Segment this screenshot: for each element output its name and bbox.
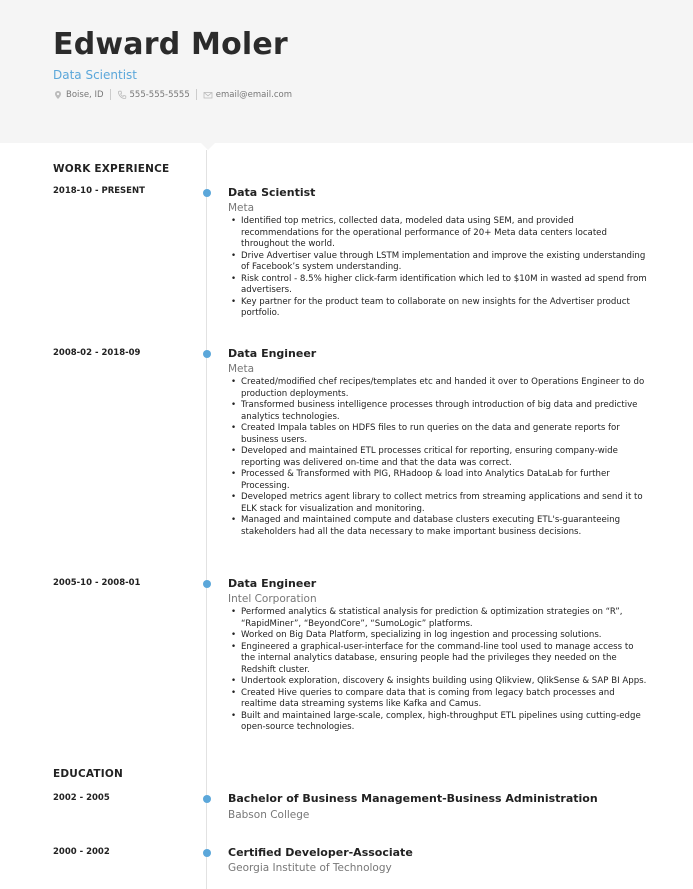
job-bullets xyxy=(228,216,648,320)
job-entry xyxy=(228,577,648,734)
timeline-dot xyxy=(203,189,211,197)
bullet-item: • Created Hive queries to compare data that is coming from legacy batch processes and realtime data streaming systems like Kafka and Camus. xyxy=(228,688,648,711)
school-name: Georgia Institute of Technology xyxy=(228,862,392,874)
header-notch xyxy=(200,142,216,150)
timeline-dot xyxy=(203,795,211,803)
timeline-dot xyxy=(203,580,211,588)
bullet-item: • Developed and maintained ETL processes critical for reporting, ensuring company-wide reporting was delivered on-time and that the data was correct. xyxy=(228,446,648,469)
bullet-item: • Transformed business intelligence processes through introduction of big data and predictive analytics technologies. xyxy=(228,400,648,423)
job-entry xyxy=(228,186,648,320)
company-name: Meta xyxy=(228,202,255,214)
candidate-name: Edward Moler xyxy=(53,27,288,62)
bullet-item: • Processed & Transformed with PIG, RHadoop & load into Analytics DataLab for further Processing. xyxy=(228,469,648,492)
email-text: email@email.com xyxy=(215,89,292,100)
bullet-item: • Developed metrics agent library to collect metrics from streaming applications and send it to ELK stack for visualization and monitoring. xyxy=(228,492,648,515)
job-dates: 2005-10 - 2008-01 xyxy=(53,578,141,588)
job-bullets xyxy=(228,607,648,734)
timeline-dot xyxy=(203,350,211,358)
timeline-line xyxy=(206,150,207,889)
candidate-role: Data Scientist xyxy=(53,68,137,82)
envelope-icon xyxy=(203,90,213,100)
education-dates: 2000 - 2002 xyxy=(53,847,110,857)
bullet-item: • Identified top metrics, collected data, modeled data using SEM, and provided recommendations for the operational performance of 20+ Meta data centers located throughout the world. xyxy=(228,216,648,251)
bullet-item: • Engineered a graphical-user-interface for the command-line tool used to manage access to the internal analytics database, ensuring people had the privileges they needed on the Redshift cluster. xyxy=(228,642,648,677)
education-dates: 2002 - 2005 xyxy=(53,793,110,803)
bullet-item: • Performed analytics & statistical analysis for prediction & optimization strategies on “R”, “RapidMiner”, “BeyondCore”, “SumoLogic” platforms. xyxy=(228,607,648,630)
job-dates: 2018-10 - PRESENT xyxy=(53,186,145,196)
job-entry xyxy=(228,347,648,538)
bullet-item: • Worked on Big Data Platform, specializing in log ingestion and processing solutions. xyxy=(228,630,648,642)
bullet-item: • Drive Advertiser value through LSTM implementation and improve the existing understanding of Facebook’s system understanding. xyxy=(228,251,648,274)
job-bullets xyxy=(228,377,648,538)
job-dates: 2008-02 - 2018-09 xyxy=(53,348,141,358)
phone-icon xyxy=(117,90,127,100)
job-title: Data Engineer xyxy=(228,347,317,360)
job-title: Data Scientist xyxy=(228,186,316,199)
contact-email xyxy=(203,90,292,100)
location-text: Boise, ID xyxy=(66,89,104,100)
contact-location xyxy=(53,90,104,100)
bullet-item: • Undertook exploration, discovery & insights building using Qlikview, QlikSense & SAP BI Apps. xyxy=(228,676,648,688)
bullet-item: • Managed and maintained compute and database clusters executing ETL's-guaranteeing stakeholders had all the data necessary to make important business decisions. xyxy=(228,515,648,538)
phone-text: 555-555-5555 xyxy=(129,89,190,100)
work-experience-heading: WORK EXPERIENCE xyxy=(53,163,170,175)
contact-divider xyxy=(196,89,197,100)
education-heading: EDUCATION xyxy=(53,768,124,780)
company-name: Intel Corporation xyxy=(228,593,317,605)
contact-info xyxy=(53,89,292,100)
bullet-item: • Created/modified chef recipes/templates etc and handed it over to Operations Engineer to do production deployments. xyxy=(228,377,648,400)
contact-divider xyxy=(110,89,111,100)
bullet-item: • Created Impala tables on HDFS files to run queries on the data and generate reports for business users. xyxy=(228,423,648,446)
company-name: Meta xyxy=(228,363,255,375)
timeline-dot xyxy=(203,849,211,857)
job-title: Data Engineer xyxy=(228,577,317,590)
bullet-item: • Key partner for the product team to collaborate on new insights for the Advertiser product portfolio. xyxy=(228,297,648,320)
location-pin-icon xyxy=(53,90,63,100)
degree-title: Certified Developer-Associate xyxy=(228,846,413,859)
resume-header xyxy=(0,0,693,143)
school-name: Babson College xyxy=(228,809,310,821)
education-entry xyxy=(228,846,648,874)
bullet-item: • Risk control - 8.5% higher click-farm identification which led to $10M in wasted ad spend from advertisers. xyxy=(228,274,648,297)
degree-title: Bachelor of Business Management-Business Administration xyxy=(228,792,598,805)
contact-phone xyxy=(117,90,190,100)
bullet-item: • Built and maintained large-scale, complex, high-throughput ETL pipelines using cutting-edge open-source technologies. xyxy=(228,711,648,734)
education-entry xyxy=(228,792,648,821)
